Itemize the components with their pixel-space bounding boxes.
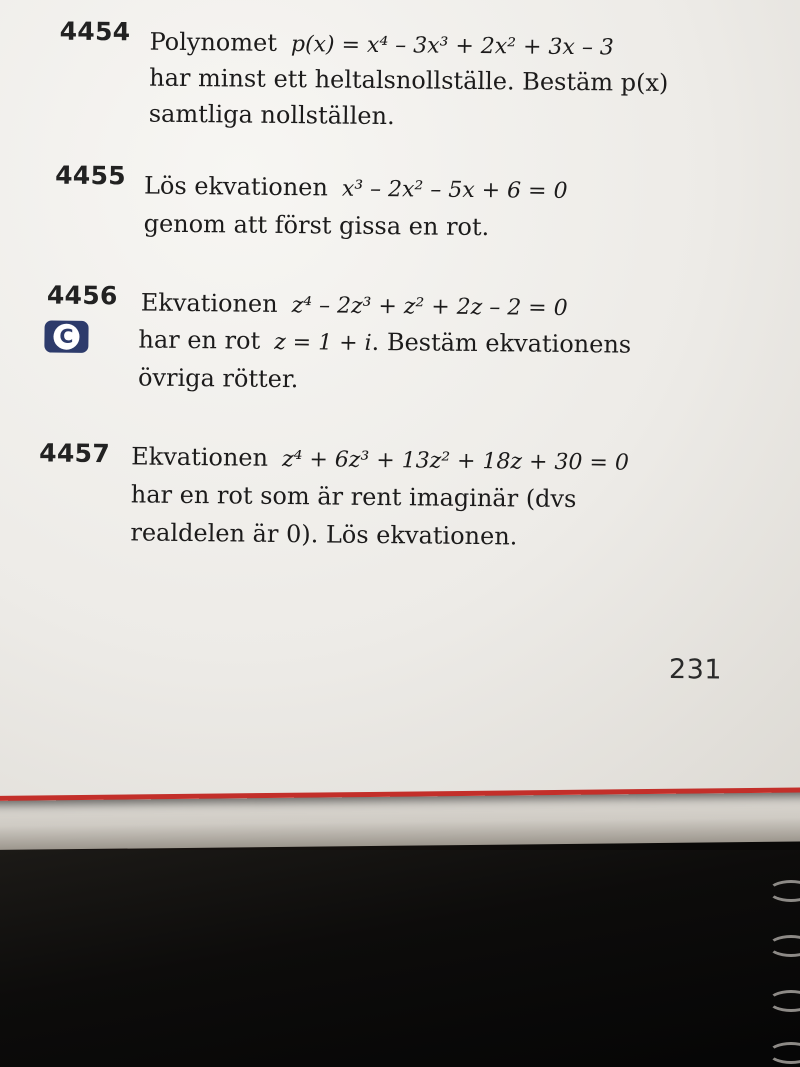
problem-line <box>130 518 518 551</box>
equation: p(x) = x⁴ – 3x³ + 2x² + 3x – 3 <box>290 32 615 61</box>
problem-line <box>131 444 629 474</box>
problem-text: Ekvationen <box>131 442 269 472</box>
problem-text: Ekvationen <box>140 288 278 318</box>
difficulty-badge <box>44 320 88 352</box>
problem-line <box>143 209 490 242</box>
problem-text: . Bestäm ekvationens <box>371 327 632 359</box>
problem-line <box>143 171 568 204</box>
problem-text: har en rot som är rent imaginär (dvs <box>130 480 577 514</box>
problem-text: Polynomet <box>149 27 278 57</box>
problem-line <box>141 290 568 319</box>
problem-line <box>138 327 631 357</box>
equation: z⁴ + 6z³ + 13z² + 18z + 30 = 0 <box>281 446 630 476</box>
problem-line <box>130 480 577 514</box>
problem-number: 4456 <box>46 280 118 311</box>
problem-number: 4454 <box>59 16 131 47</box>
problem-line <box>149 63 669 98</box>
equation: z = 1 + i <box>274 329 372 356</box>
problem-number: 4457 <box>39 438 111 469</box>
problem-line <box>149 27 615 61</box>
c-badge-icon: C <box>53 324 79 350</box>
problem-text: realdelen är 0). Lös ekvationen. <box>130 518 518 551</box>
problem-text: genom att först gissa en rot. <box>143 209 490 242</box>
problem-line <box>137 363 299 394</box>
problem-text: övriga rötter. <box>137 363 299 394</box>
problem-text: har en rot <box>138 325 261 355</box>
equation: x³ – 2x² – 5x + 6 = 0 <box>341 176 568 204</box>
problem-text: samtliga nollställen. <box>148 99 395 131</box>
problem-number: 4455 <box>55 160 127 191</box>
dark-foreground <box>0 850 800 1067</box>
equation: z⁴ – 2z³ + z² + 2z – 2 = 0 <box>291 293 568 321</box>
problem-text: Lös ekvationen <box>143 171 329 202</box>
page-number: 231 <box>668 654 723 686</box>
problem-text: har minst ett heltalsnollställe. Bestäm p(x) <box>149 63 669 98</box>
problem-line <box>148 99 395 131</box>
